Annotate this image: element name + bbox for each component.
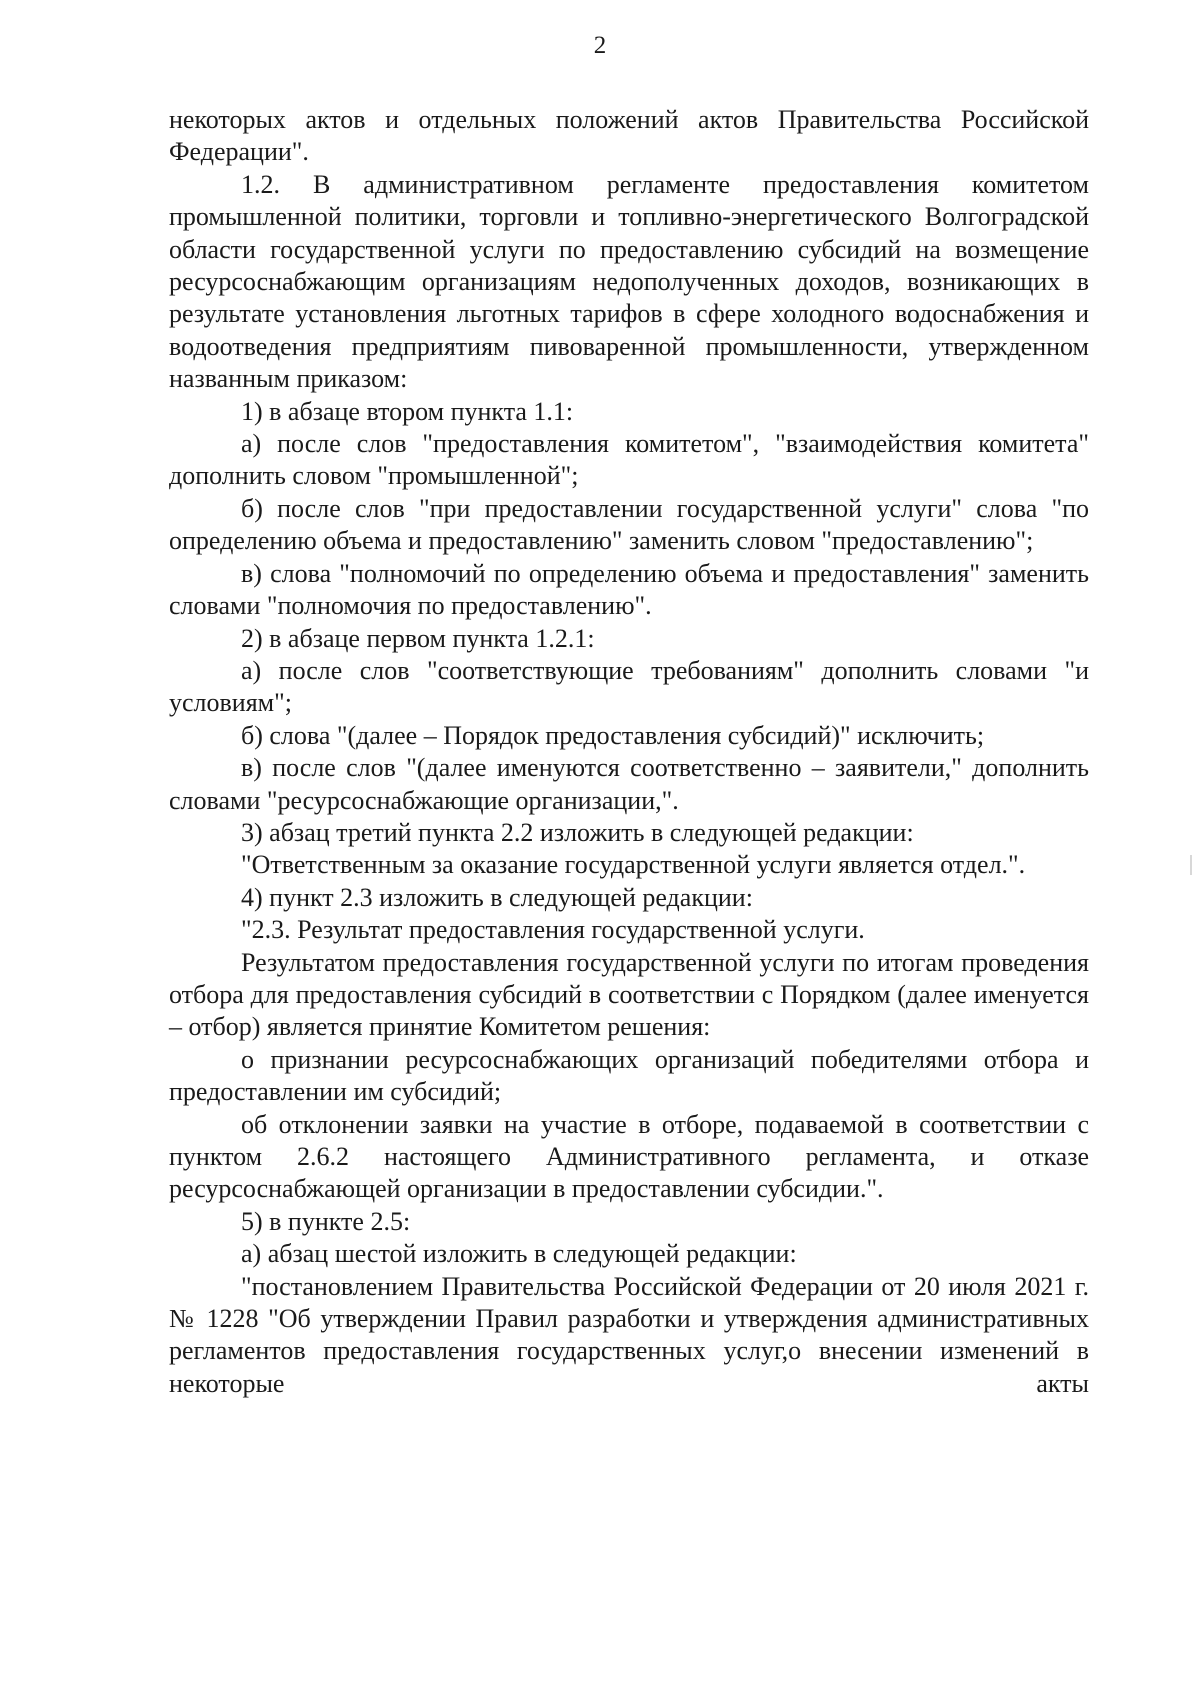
paragraph-10: в) после слов "(далее именуются соответственно – заявители," дополнить словами "ресурсоснабжающие организации,". [169, 753, 1089, 815]
paragraph-8: а) после слов "соответствующие требованиям" дополнить словами "и условиям"; [169, 655, 1089, 718]
paragraph-11: 3) абзац третий пункта 2.2 изложить в следующей редакции: [241, 817, 914, 847]
scan-artifact [1190, 855, 1192, 875]
paragraph-14: "2.3. Результат предоставления государственной услуги. [241, 915, 865, 945]
paragraph-7: 2) в абзаце первом пункта 1.2.1: [241, 623, 595, 653]
document-body [169, 104, 1089, 1400]
paragraph-20: "постановлением Правительства Российской Федерации от 20 июля 2021 г. № 1228 "Об утверждении Правил разработки и утверждения административных регламентов предоставления государственных услуг,о внесении изменений в некоторые акты [169, 1271, 1089, 1398]
paragraph-9: б) слова "(далее – Порядок предоставления субсидий)" исключить; [241, 720, 985, 750]
paragraph-18: 5) в пункте 2.5: [241, 1206, 411, 1236]
paragraph-16: о признании ресурсоснабжающих организаций победителями отбора и предоставлении им субсидий; [169, 1044, 1089, 1107]
paragraph-12: "Ответственным за оказание государственной услуги является отдел.". [241, 850, 1026, 880]
paragraph-1: некоторых актов и отдельных положений актов Правительства Российской Федерации". [169, 105, 1089, 167]
paragraph-5: б) после слов "при предоставлении государственной услуги" слова "по определению объема и предоставлению" заменить словом "предоставлению"; [169, 493, 1089, 556]
paragraph-15: Результатом предоставления государственной услуги по итогам проведения отбора для предоставления субсидий в соответствии с Порядком (далее именуется – отбор) является принятие Комитетом решения: [169, 947, 1089, 1042]
paragraph-2: 1.2. В административном регламенте предоставления комитетом промышленной политики, торговли и топливно-энергетического Волгоградской области государственной услуги по предоставлению субсидий на возмещение ресурсоснабжающим организациям недополученных доходов, возникающих в результате установления льготных тарифов в сфере холодного водоснабжения и водоотведения предприятиям пивоваренной промышленности, утвержденном названным приказом: [169, 169, 1089, 394]
paragraph-13: 4) пункт 2.3 изложить в следующей редакции: [241, 882, 753, 912]
paragraph-19: а) абзац шестой изложить в следующей редакции: [241, 1239, 797, 1269]
paragraph-3: 1) в абзаце втором пункта 1.1: [241, 396, 574, 426]
paragraph-17: об отклонении заявки на участие в отборе, подаваемой в соответствии с пунктом 2.6.2 настоящего Административного регламента, и отказе ресурсоснабжающей организации в предоставлении субсидии.". [169, 1109, 1089, 1204]
page-number: 2 [593, 32, 607, 59]
paragraph-6: в) слова "полномочий по определению объема и предоставления" заменить словами "полномочия по предоставлению". [169, 558, 1089, 621]
paragraph-4: а) после слов "предоставления комитетом", "взаимодействия комитета" дополнить словом "промышленной"; [169, 429, 1089, 491]
